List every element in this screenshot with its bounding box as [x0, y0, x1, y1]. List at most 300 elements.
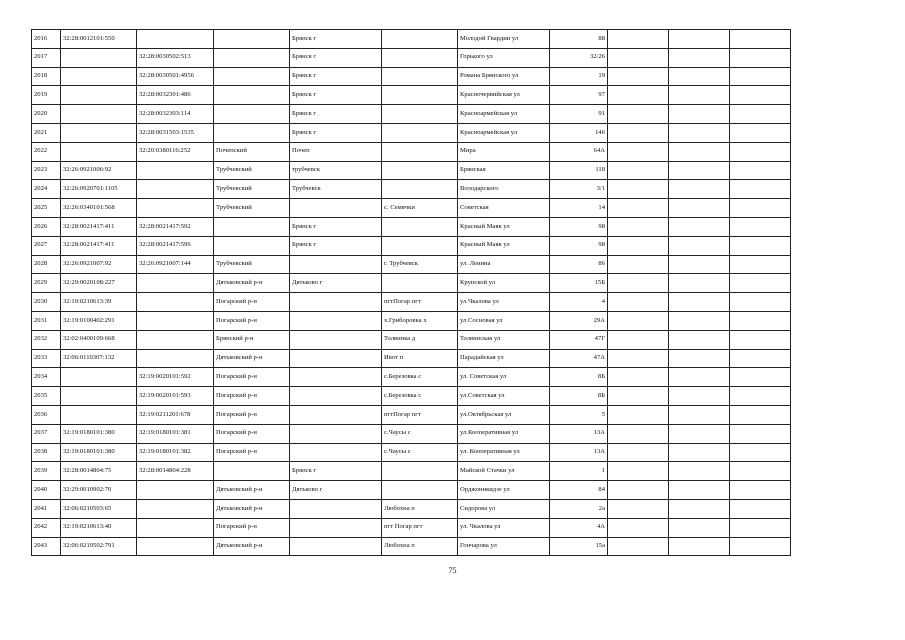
cell-city: Дятьково г	[290, 481, 382, 500]
cell-street: Советская	[458, 199, 550, 218]
cell-extra-col-3	[730, 537, 791, 556]
cell-district	[214, 48, 290, 67]
cell-house-number: 19	[550, 67, 608, 86]
table-row	[32, 48, 791, 67]
cell-district: Дятьковский р-н	[214, 349, 290, 368]
cell-settlement: пгтПогар пгт	[382, 405, 458, 424]
cell-extra-col-1	[608, 424, 669, 443]
table-row	[32, 387, 791, 406]
cell-extra-col-1	[608, 161, 669, 180]
cell-street: ул.Сосновая ул	[458, 311, 550, 330]
cell-district: Трубчевский	[214, 199, 290, 218]
cell-house-number: 4А	[550, 518, 608, 537]
cell-row-number: 2019	[32, 86, 61, 105]
cell-cadastral-number-1: 32:26:0920701:1105	[61, 180, 137, 199]
cell-extra-col-3	[730, 236, 791, 255]
cell-extra-col-1	[608, 142, 669, 161]
cell-city: Брянск г	[290, 67, 382, 86]
cell-street: Крупской ул	[458, 274, 550, 293]
cell-extra-col-2	[669, 255, 730, 274]
table-row	[32, 537, 791, 556]
table-row	[32, 86, 791, 105]
cell-extra-col-3	[730, 499, 791, 518]
cell-city	[290, 368, 382, 387]
cell-cadastral-number-1: 32:26:0921007:92	[61, 255, 137, 274]
cell-extra-col-2	[669, 405, 730, 424]
cell-settlement	[382, 217, 458, 236]
cell-district: Трубчевский	[214, 161, 290, 180]
cell-row-number: 2034	[32, 368, 61, 387]
cell-cadastral-number-1: 32:06:0210503:65	[61, 499, 137, 518]
cell-street: Красноармейская ул	[458, 105, 550, 124]
cell-house-number: 146	[550, 123, 608, 142]
cell-city	[290, 443, 382, 462]
cell-extra-col-1	[608, 443, 669, 462]
table-row	[32, 518, 791, 537]
cell-city: Брянск г	[290, 86, 382, 105]
cell-extra-col-1	[608, 462, 669, 481]
cell-cadastral-number-1: 32:02:0400109:668	[61, 330, 137, 349]
cell-street: Толвинская ул	[458, 330, 550, 349]
cell-district: Погарский р-н	[214, 387, 290, 406]
cell-district: Погарский р-н	[214, 368, 290, 387]
cell-row-number: 2023	[32, 161, 61, 180]
cell-city: Брянск г	[290, 236, 382, 255]
cell-extra-col-3	[730, 330, 791, 349]
cell-cadastral-number-2	[137, 537, 214, 556]
cell-settlement: с.Чаусы с	[382, 424, 458, 443]
cell-district	[214, 462, 290, 481]
cell-extra-col-1	[608, 349, 669, 368]
cell-settlement	[382, 123, 458, 142]
cell-extra-col-2	[669, 443, 730, 462]
cell-city	[290, 537, 382, 556]
cell-city: Брянск г	[290, 123, 382, 142]
cell-cadastral-number-1	[61, 67, 137, 86]
cell-cadastral-number-1: 32:06:0210502:791	[61, 537, 137, 556]
cell-house-number: 8Б	[550, 387, 608, 406]
cell-district: Погарский р-н	[214, 518, 290, 537]
cell-cadastral-number-2	[137, 499, 214, 518]
cell-settlement	[382, 67, 458, 86]
cell-extra-col-3	[730, 349, 791, 368]
cell-cadastral-number-2	[137, 293, 214, 312]
registry-table-body	[32, 30, 791, 556]
cell-house-number: 88	[550, 30, 608, 49]
cell-row-number: 2016	[32, 30, 61, 49]
cell-extra-col-2	[669, 368, 730, 387]
cell-row-number: 2017	[32, 48, 61, 67]
cell-district	[214, 217, 290, 236]
cell-cadastral-number-2: 32:19:0020101:592	[137, 368, 214, 387]
cell-house-number: 5	[550, 405, 608, 424]
cell-house-number: 98	[550, 217, 608, 236]
cell-cadastral-number-2	[137, 518, 214, 537]
table-row	[32, 349, 791, 368]
table-row	[32, 180, 791, 199]
cell-cadastral-number-2: 32:20:0380116:252	[137, 142, 214, 161]
cell-extra-col-2	[669, 48, 730, 67]
cell-extra-col-1	[608, 180, 669, 199]
cell-street: ул.Октябрьская ул	[458, 405, 550, 424]
cell-street: Володарского	[458, 180, 550, 199]
registry-table	[31, 29, 791, 556]
cell-cadastral-number-2	[137, 311, 214, 330]
cell-row-number: 2036	[32, 405, 61, 424]
cell-cadastral-number-2: 32:28:0031503:1535	[137, 123, 214, 142]
cell-city: Брянск г	[290, 30, 382, 49]
cell-street: Красночервийская ул	[458, 86, 550, 105]
cell-cadastral-number-1: 32:26:0340101:568	[61, 199, 137, 218]
cell-district: Почепский	[214, 142, 290, 161]
cell-street: ул.Чкалова ул	[458, 293, 550, 312]
cell-extra-col-2	[669, 274, 730, 293]
cell-extra-col-3	[730, 443, 791, 462]
cell-cadastral-number-1: 32:19:0180101:380	[61, 443, 137, 462]
cell-extra-col-3	[730, 142, 791, 161]
cell-extra-col-2	[669, 142, 730, 161]
cell-extra-col-1	[608, 199, 669, 218]
cell-cadastral-number-1: 32:19:0210613:39	[61, 293, 137, 312]
cell-cadastral-number-2	[137, 30, 214, 49]
cell-house-number: 86	[550, 255, 608, 274]
cell-extra-col-1	[608, 368, 669, 387]
cell-row-number: 2026	[32, 217, 61, 236]
page-number: 75	[448, 566, 457, 575]
cell-city	[290, 311, 382, 330]
cell-settlement: пгт Погар пгт	[382, 518, 458, 537]
cell-street: Сидорова ул	[458, 499, 550, 518]
cell-row-number: 2030	[32, 293, 61, 312]
cell-settlement	[382, 105, 458, 124]
cell-settlement: Любохна п	[382, 499, 458, 518]
cell-house-number: 8Б	[550, 368, 608, 387]
cell-extra-col-2	[669, 481, 730, 500]
cell-extra-col-1	[608, 105, 669, 124]
cell-extra-col-3	[730, 105, 791, 124]
cell-settlement: г. Трубчевск	[382, 255, 458, 274]
cell-row-number: 2043	[32, 537, 61, 556]
table-row	[32, 481, 791, 500]
cell-cadastral-number-2	[137, 161, 214, 180]
cell-city	[290, 387, 382, 406]
cell-extra-col-3	[730, 180, 791, 199]
cell-row-number: 2040	[32, 481, 61, 500]
cell-extra-col-2	[669, 424, 730, 443]
cell-district	[214, 123, 290, 142]
table-row	[32, 368, 791, 387]
cell-cadastral-number-2: 32:28:0021417:596	[137, 236, 214, 255]
cell-row-number: 2024	[32, 180, 61, 199]
cell-district	[214, 86, 290, 105]
cell-extra-col-1	[608, 537, 669, 556]
cell-row-number: 2022	[32, 142, 61, 161]
cell-extra-col-2	[669, 462, 730, 481]
cell-street: Орджоникидзе ул	[458, 481, 550, 500]
cell-settlement	[382, 274, 458, 293]
cell-house-number: 97	[550, 86, 608, 105]
cell-extra-col-3	[730, 293, 791, 312]
cell-district: Погарский р-н	[214, 443, 290, 462]
cell-city: трубчевск	[290, 161, 382, 180]
cell-house-number: 47Г	[550, 330, 608, 349]
cell-extra-col-3	[730, 311, 791, 330]
cell-extra-col-3	[730, 48, 791, 67]
table-row	[32, 293, 791, 312]
cell-district	[214, 67, 290, 86]
cell-district	[214, 105, 290, 124]
cell-extra-col-2	[669, 518, 730, 537]
cell-street: Майской Стачки ул	[458, 462, 550, 481]
cell-street: Брянская	[458, 161, 550, 180]
table-row	[32, 236, 791, 255]
cell-settlement: с.Чаусы с	[382, 443, 458, 462]
cell-cadastral-number-2: 32:28:0032301:486	[137, 86, 214, 105]
cell-street: Романа Брянского ул	[458, 67, 550, 86]
cell-cadastral-number-1	[61, 368, 137, 387]
cell-city	[290, 199, 382, 218]
cell-city	[290, 293, 382, 312]
cell-street: Мира	[458, 142, 550, 161]
table-row	[32, 105, 791, 124]
cell-city: Брянск г	[290, 217, 382, 236]
cell-house-number: 1	[550, 462, 608, 481]
cell-extra-col-1	[608, 481, 669, 500]
cell-extra-col-2	[669, 499, 730, 518]
cell-city	[290, 499, 382, 518]
cell-city	[290, 349, 382, 368]
cell-extra-col-2	[669, 387, 730, 406]
cell-row-number: 2020	[32, 105, 61, 124]
cell-settlement: х.Гриборовка х	[382, 311, 458, 330]
cell-city: Брянск г	[290, 105, 382, 124]
cell-cadastral-number-2: 32:28:0030501:4956	[137, 67, 214, 86]
cell-extra-col-2	[669, 236, 730, 255]
table-row	[32, 161, 791, 180]
cell-extra-col-2	[669, 330, 730, 349]
cell-house-number: 4	[550, 293, 608, 312]
cell-house-number: 47А	[550, 349, 608, 368]
cell-city	[290, 405, 382, 424]
cell-house-number: 15а	[550, 537, 608, 556]
cell-settlement: Толвинка д	[382, 330, 458, 349]
cell-cadastral-number-1	[61, 405, 137, 424]
cell-extra-col-2	[669, 349, 730, 368]
cell-extra-col-1	[608, 387, 669, 406]
cell-settlement: с. Семячки	[382, 199, 458, 218]
cell-extra-col-3	[730, 217, 791, 236]
cell-district	[214, 236, 290, 255]
cell-row-number: 2041	[32, 499, 61, 518]
cell-extra-col-2	[669, 67, 730, 86]
cell-extra-col-1	[608, 217, 669, 236]
cell-settlement	[382, 142, 458, 161]
cell-row-number: 2039	[32, 462, 61, 481]
cell-cadastral-number-1: 32:28:0021417:411	[61, 217, 137, 236]
cell-extra-col-3	[730, 424, 791, 443]
cell-extra-col-3	[730, 387, 791, 406]
cell-city: Трубчевск	[290, 180, 382, 199]
cell-street: Горького ул	[458, 48, 550, 67]
cell-street: ул. Чкалова ул	[458, 518, 550, 537]
cell-cadastral-number-1	[61, 86, 137, 105]
cell-house-number: 29А	[550, 311, 608, 330]
cell-street: Молодой Гвардии ул	[458, 30, 550, 49]
cell-extra-col-3	[730, 518, 791, 537]
cell-cadastral-number-2: 32:28:0030502:513	[137, 48, 214, 67]
cell-row-number: 2042	[32, 518, 61, 537]
cell-extra-col-3	[730, 199, 791, 218]
cell-cadastral-number-1: 32:28:0021417:411	[61, 236, 137, 255]
cell-house-number: 13А	[550, 443, 608, 462]
cell-settlement	[382, 48, 458, 67]
cell-cadastral-number-2	[137, 180, 214, 199]
cell-cadastral-number-1	[61, 105, 137, 124]
cell-row-number: 2028	[32, 255, 61, 274]
cell-extra-col-3	[730, 405, 791, 424]
cell-extra-col-3	[730, 368, 791, 387]
table-row	[32, 330, 791, 349]
cell-cadastral-number-1	[61, 387, 137, 406]
cell-extra-col-1	[608, 293, 669, 312]
table-row	[32, 405, 791, 424]
table-row	[32, 311, 791, 330]
cell-settlement: Любохна п	[382, 537, 458, 556]
table-row	[32, 142, 791, 161]
cell-street: Парадайская ул	[458, 349, 550, 368]
cell-district: Погарский р-н	[214, 311, 290, 330]
cell-city	[290, 330, 382, 349]
cell-house-number: 15Б	[550, 274, 608, 293]
cell-cadastral-number-2: 32:19:0180101:381	[137, 424, 214, 443]
cell-street: ул.Кооперативная ул	[458, 424, 550, 443]
cell-house-number: 64А	[550, 142, 608, 161]
cell-settlement	[382, 462, 458, 481]
cell-extra-col-2	[669, 199, 730, 218]
cell-extra-col-2	[669, 180, 730, 199]
cell-settlement	[382, 180, 458, 199]
cell-cadastral-number-1: 32:28:0012101:550	[61, 30, 137, 49]
cell-settlement	[382, 481, 458, 500]
cell-house-number: 14	[550, 199, 608, 218]
cell-cadastral-number-1: 32:26:0921006:92	[61, 161, 137, 180]
table-row	[32, 443, 791, 462]
cell-street: ул. Кооперативная ул	[458, 443, 550, 462]
cell-cadastral-number-2: 32:26:0921007:144	[137, 255, 214, 274]
cell-cadastral-number-2	[137, 481, 214, 500]
table-row	[32, 30, 791, 49]
table-row	[32, 462, 791, 481]
cell-extra-col-3	[730, 161, 791, 180]
cell-house-number: 91	[550, 105, 608, 124]
cell-street: ул. Ленина	[458, 255, 550, 274]
cell-extra-col-1	[608, 67, 669, 86]
cell-extra-col-2	[669, 311, 730, 330]
cell-house-number: 118	[550, 161, 608, 180]
cell-cadastral-number-1: 32:19:0210613:40	[61, 518, 137, 537]
cell-cadastral-number-2: 32:28:0032303:114	[137, 105, 214, 124]
cell-row-number: 2021	[32, 123, 61, 142]
cell-extra-col-2	[669, 30, 730, 49]
cell-district: Брянский р-н	[214, 330, 290, 349]
cell-extra-col-1	[608, 311, 669, 330]
cell-cadastral-number-1	[61, 123, 137, 142]
table-row	[32, 424, 791, 443]
cell-extra-col-1	[608, 236, 669, 255]
cell-extra-col-3	[730, 462, 791, 481]
cell-extra-col-1	[608, 123, 669, 142]
cell-street: ул.Советская ул	[458, 387, 550, 406]
cell-row-number: 2029	[32, 274, 61, 293]
cell-cadastral-number-1: 32:19:0100402:291	[61, 311, 137, 330]
cell-settlement	[382, 236, 458, 255]
cell-house-number: 3/1	[550, 180, 608, 199]
cell-city	[290, 255, 382, 274]
cell-cadastral-number-2	[137, 349, 214, 368]
cell-cadastral-number-2: 32:19:0211201:678	[137, 405, 214, 424]
cell-extra-col-3	[730, 481, 791, 500]
cell-extra-col-3	[730, 86, 791, 105]
cell-city	[290, 424, 382, 443]
cell-settlement	[382, 161, 458, 180]
cell-row-number: 2027	[32, 236, 61, 255]
cell-city: Дятьково г	[290, 274, 382, 293]
cell-extra-col-3	[730, 67, 791, 86]
table-row	[32, 67, 791, 86]
cell-house-number: 2а	[550, 499, 608, 518]
cell-extra-col-2	[669, 86, 730, 105]
cell-extra-col-1	[608, 86, 669, 105]
cell-city: Брянск г	[290, 48, 382, 67]
cell-settlement: Ивот п	[382, 349, 458, 368]
table-row	[32, 217, 791, 236]
cell-cadastral-number-2	[137, 274, 214, 293]
cell-cadastral-number-2: 32:19:0180101:382	[137, 443, 214, 462]
cell-house-number: 98	[550, 236, 608, 255]
cell-extra-col-2	[669, 123, 730, 142]
cell-district: Погарский р-н	[214, 293, 290, 312]
cell-cadastral-number-1	[61, 142, 137, 161]
cell-street: ул. Советская ул	[458, 368, 550, 387]
cell-settlement: с.Березовка с	[382, 387, 458, 406]
cell-settlement: пгтПогар пгт	[382, 293, 458, 312]
cell-cadastral-number-1: 32:29:0010902:70	[61, 481, 137, 500]
cell-extra-col-1	[608, 330, 669, 349]
cell-cadastral-number-1	[61, 48, 137, 67]
cell-house-number: 32/26	[550, 48, 608, 67]
table-row	[32, 255, 791, 274]
cell-city: Почеп	[290, 142, 382, 161]
cell-cadastral-number-1: 32:28:0014804:75	[61, 462, 137, 481]
cell-street: Гончарова ул	[458, 537, 550, 556]
cell-district: Трубчевский	[214, 180, 290, 199]
cell-extra-col-2	[669, 293, 730, 312]
cell-street: Красноармейская ул	[458, 123, 550, 142]
cell-cadastral-number-2	[137, 199, 214, 218]
cell-street: Красный Маяк ул	[458, 236, 550, 255]
cell-city: Брянск г	[290, 462, 382, 481]
cell-district: Дятьковский р-н	[214, 499, 290, 518]
cell-cadastral-number-1: 32:06:0110307:132	[61, 349, 137, 368]
cell-row-number: 2033	[32, 349, 61, 368]
cell-cadastral-number-1: 32:19:0180101:380	[61, 424, 137, 443]
cell-district	[214, 30, 290, 49]
cell-extra-col-3	[730, 274, 791, 293]
cell-extra-col-2	[669, 217, 730, 236]
cell-row-number: 2035	[32, 387, 61, 406]
cell-extra-col-3	[730, 255, 791, 274]
cell-district: Трубчевский	[214, 255, 290, 274]
